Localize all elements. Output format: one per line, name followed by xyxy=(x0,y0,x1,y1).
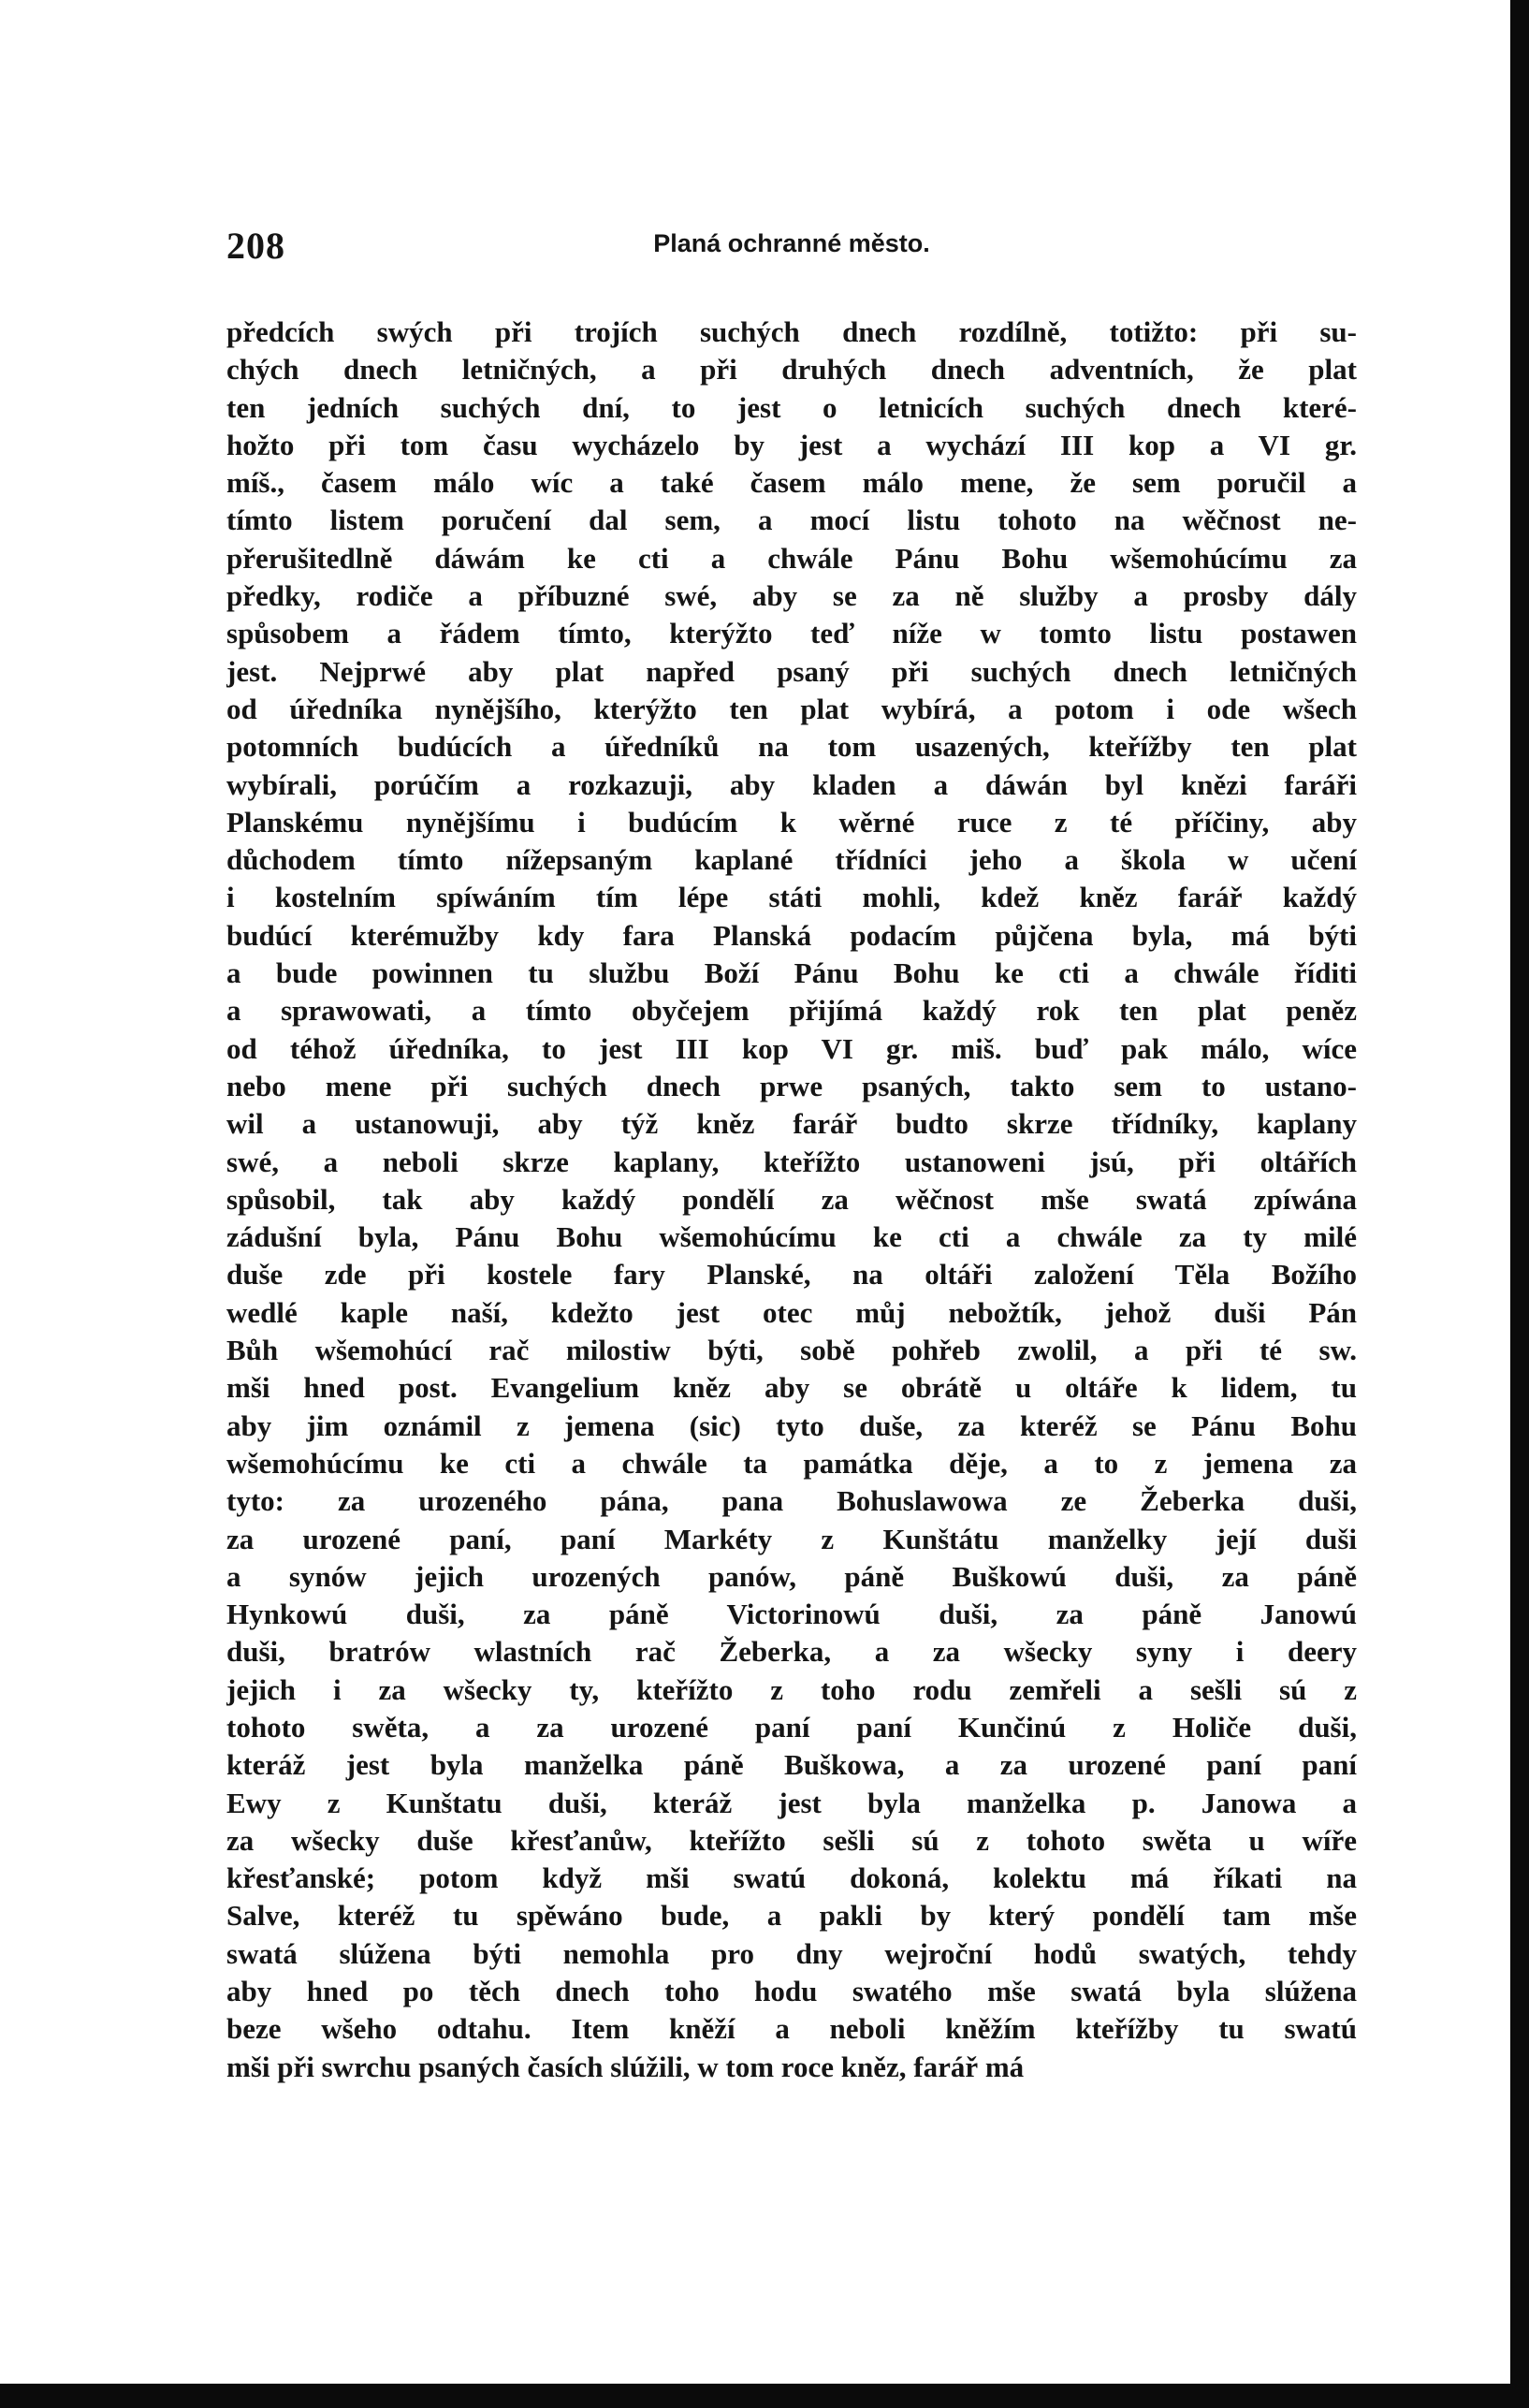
text-line: i kostelním spíwáním tím lépe státi mohli, kdež kněz farář každý xyxy=(226,881,1357,914)
text-line: od úředníka nynějšího, kterýžto ten plat wybírá, a potom i ode wšech xyxy=(226,692,1357,725)
text-line: Hynkowú duši, za páně Victorinowú duši, za páně Janowú xyxy=(226,1598,1357,1631)
text-line: a sprawowati, a tímto obyčejem přijímá každý rok ten plat peněz xyxy=(226,994,1357,1028)
page-header xyxy=(226,220,1357,276)
text-line: duše zde při kostele fary Planské, na oltáři založení Těla Božího xyxy=(226,1258,1357,1292)
text-line: za wšecky duše křesťanůw, kteřížto sešli sú z tohoto swěta u wíře xyxy=(226,1823,1357,1857)
text-line: od téhož úředníka, to jest III kop VI gr. miš. buď pak málo, wíce xyxy=(226,1031,1357,1065)
running-title: Planá ochranné město. xyxy=(653,229,930,257)
text-line: ten jedních suchých dní, to jest o letnicích suchých dnech které- xyxy=(226,390,1357,424)
text-line: mši při swrchu psaných časích slúžili, w tom roce kněz, farář má xyxy=(226,2050,1025,2083)
text-line: kteráž jest byla manželka páně Buškowa, a za urozené paní paní xyxy=(226,1748,1357,1782)
text-line: swé, a neboli skrze kaplany, kteřížto ustanoweni jsú, při oltářích xyxy=(226,1145,1357,1178)
text-line: míš., časem málo wíc a také časem málo mene, že sem poručil a xyxy=(226,466,1357,500)
book-page xyxy=(226,220,1357,2086)
text-line: spůsobem a řádem tímto, kterýžto teď níže w tomto listu postawen xyxy=(226,617,1357,650)
text-line: a bude powinnen tu službu Boží Pánu Bohu ke cti a chwále říditi xyxy=(226,956,1357,990)
scan-border-right xyxy=(1510,0,1529,2408)
text-line: zádušní byla, Pánu Bohu wšemohúcímu ke cti a chwále za ty milé xyxy=(226,1220,1357,1254)
text-line: nebo mene při suchých dnech prwe psaných, takto sem to ustano- xyxy=(226,1069,1357,1102)
text-line: aby hned po těch dnech toho hodu swatého mše swatá byla slúžena xyxy=(226,1975,1357,2008)
text-line: Salve, kteréž tu spěwáno bude, a pakli by který pondělí tam mše xyxy=(226,1899,1357,1933)
text-line: Bůh wšemohúcí rač milostiw býti, sobě pohřeb zwolil, a při té sw. xyxy=(226,1334,1357,1367)
text-line: předky, rodiče a příbuzné swé, aby se za ně služby a prosby dály xyxy=(226,579,1357,613)
text-line: duši, bratrów wlastních rač Žeberka, a za wšecky syny i deery xyxy=(226,1635,1357,1669)
text-line: za urozené paní, paní Markéty z Kunštátu manželky její duši xyxy=(226,1522,1357,1555)
text-line: swatá slúžena býti nemohla pro dny wejroční hodů swatých, tehdy xyxy=(226,1936,1357,1970)
text-line: wšemohúcímu ke cti a chwále ta památka děje, a to z jemena za xyxy=(226,1446,1357,1480)
scan-border-bottom xyxy=(0,2384,1529,2408)
text-line: tohoto swěta, a za urozené paní paní Kunčinú z Holiče duši, xyxy=(226,1710,1357,1744)
text-line: a synów jejich urozených panów, páně Buškowú duši, za páně xyxy=(226,1559,1357,1593)
text-line: křesťanské; potom když mši swatú dokoná, kolektu má říkati na xyxy=(226,1861,1357,1895)
text-line: předcích swých při trojích suchých dnech rozdílně, totižto: při su- xyxy=(226,315,1357,348)
body-text xyxy=(226,314,1357,2086)
text-line: Ewy z Kunštatu duši, kteráž jest byla manželka p. Janowa a xyxy=(226,1786,1357,1819)
text-line: jejich i za wšecky ty, kteřížto z toho rodu zemřeli a sešli sú z xyxy=(226,1672,1357,1706)
text-line: přerušitedlně dáwám ke cti a chwále Pánu Bohu wšemohúcímu za xyxy=(226,541,1357,575)
page-number: 208 xyxy=(226,225,285,267)
text-line: chých dnech letničných, a při druhých dnech adventních, že plat xyxy=(226,353,1357,387)
text-line: aby jim oznámil z jemena (sic) tyto duše, za kteréž se Pánu Bohu xyxy=(226,1408,1357,1442)
text-line: tímto listem poručení dal sem, a mocí listu tohoto na wěčnost ne- xyxy=(226,503,1357,537)
text-line: jest. Nejprwé aby plat napřed psaný při suchých dnech letničných xyxy=(226,654,1357,688)
text-line: Planskému nynějšímu i budúcím k wěrné ruce z té příčiny, aby xyxy=(226,805,1357,839)
text-line: beze wšeho odtahu. Item kněží a neboli kněžím kteřížby tu swatú xyxy=(226,2012,1357,2046)
text-line: mši hned post. Evangelium kněz aby se obrátě u oltáře k lidem, tu xyxy=(226,1371,1357,1405)
text-line: spůsobil, tak aby každý pondělí za wěčnost mše swatá zpíwána xyxy=(226,1182,1357,1216)
text-line: budúcí kterémužby kdy fara Planská podacím půjčena byla, má býti xyxy=(226,918,1357,952)
text-line: potomních budúcích a úředníků na tom usazených, kteřížby ten plat xyxy=(226,730,1357,764)
text-line: wedlé kaple naší, kdežto jest otec můj nebožtík, jehož duši Pán xyxy=(226,1295,1357,1329)
text-line: hožto při tom času wycházelo by jest a wychází III kop a VI gr. xyxy=(226,428,1357,461)
text-line: wil a ustanowuji, aby týž kněz farář budto skrze třídníky, kaplany xyxy=(226,1107,1357,1141)
text-line: tyto: za urozeného pána, pana Bohuslawowa ze Žeberka duši, xyxy=(226,1484,1357,1518)
text-line: důchodem tímto nížepsaným kaplané třídníci jeho a škola w učení xyxy=(226,843,1357,877)
text-line: wybírali, porúčím a rozkazuji, aby kladen a dáwán byl knězi faráři xyxy=(226,767,1357,801)
